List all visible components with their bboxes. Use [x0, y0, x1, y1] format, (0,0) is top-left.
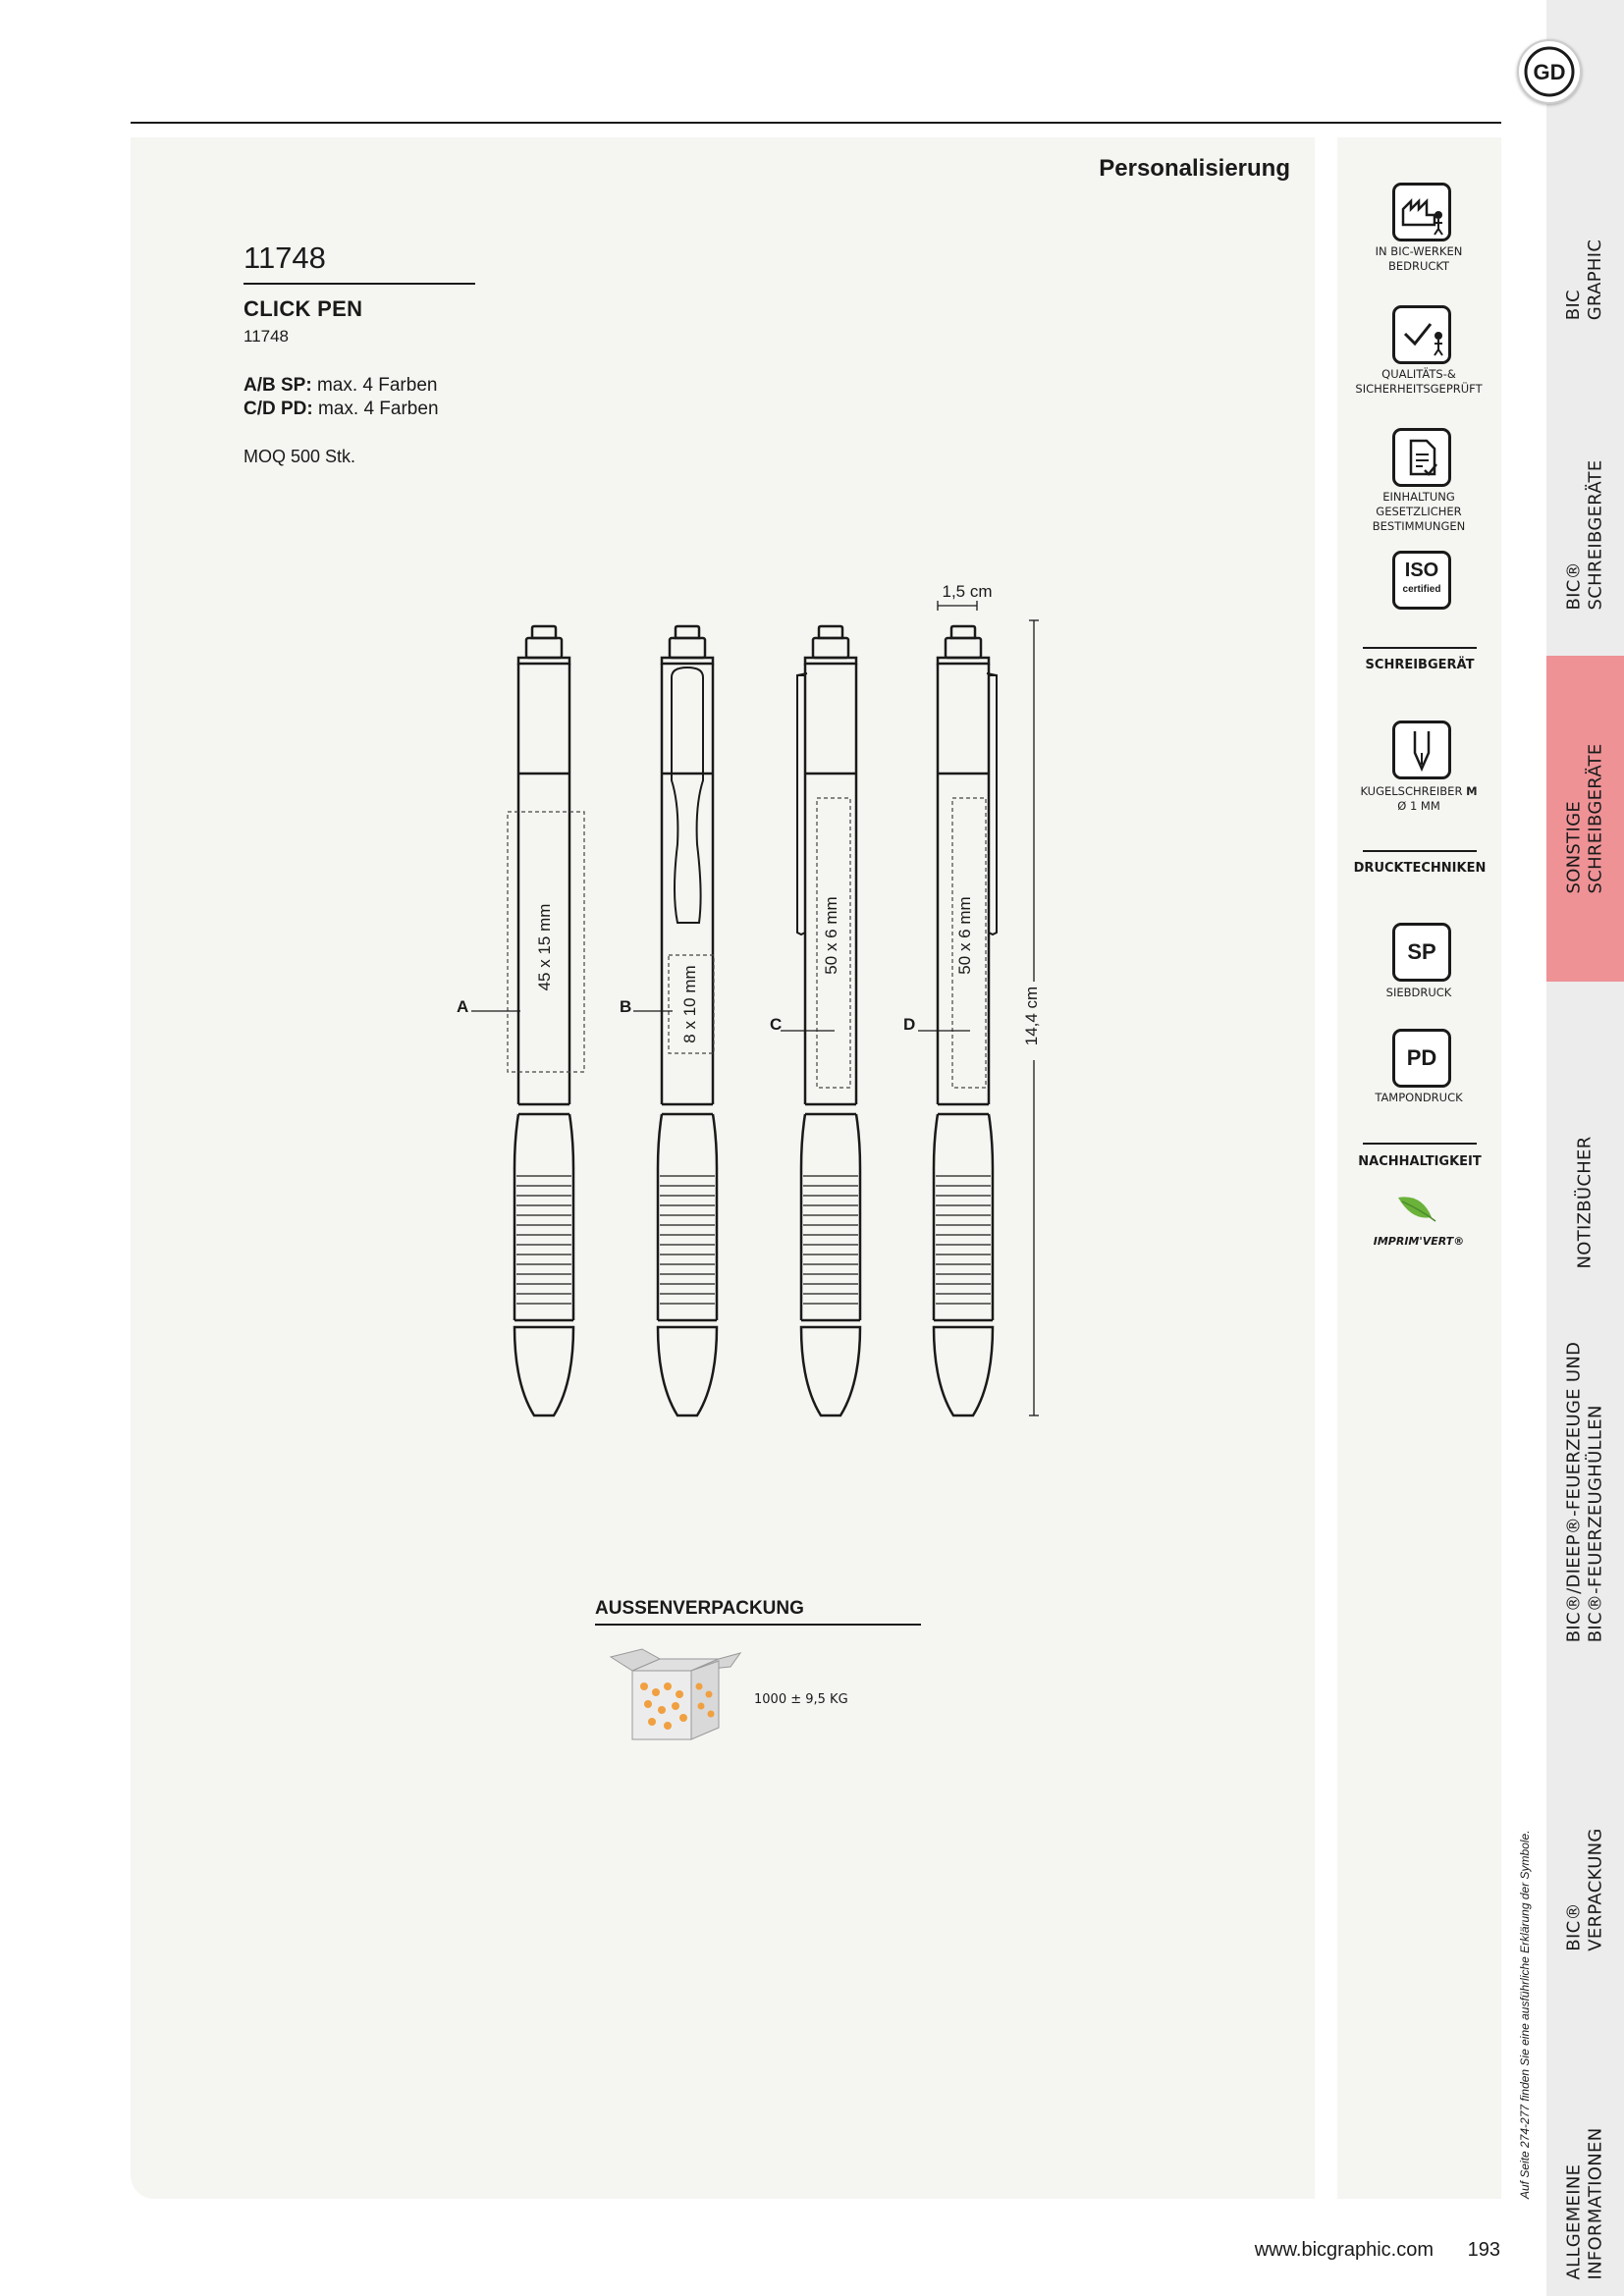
tab-label	[1564, 743, 1607, 893]
product-subnumber: 11748	[244, 327, 290, 346]
spec-line-ab	[244, 375, 437, 397]
gd-logo	[1517, 39, 1582, 104]
tab-allgemeine-informationen[interactable]	[1546, 2110, 1624, 2296]
pen-a-outline	[514, 626, 573, 1415]
footer-url[interactable]: www.bicgraphic.com	[1254, 2239, 1434, 2261]
icon-separator	[1363, 647, 1477, 649]
pen-label-b: B	[620, 997, 632, 1016]
tab-line2: SCHREIBGERÄTE	[1585, 459, 1606, 611]
area-dim-d: 50 x 6 mm	[955, 896, 974, 975]
area-dim-b: 8 x 10 mm	[680, 965, 699, 1043]
tab-bic-schreibgeraete[interactable]	[1546, 412, 1624, 658]
factory-caption: IN BIC-WERKEN BEDRUCKT	[1375, 244, 1463, 273]
product-name: CLICK PEN	[244, 296, 363, 321]
moq: MOQ 500 Stk.	[244, 447, 356, 466]
tab-label	[1564, 2127, 1607, 2279]
quality-caption: QUALITÄTS-& SICHERHEITSGEPRÜFT	[1355, 367, 1483, 396]
tab-label	[1575, 1136, 1597, 1268]
tab-line2: VERPACKUNG	[1585, 1828, 1606, 1951]
imprim-vert-label: IMPRIM'VERT®	[1373, 1235, 1465, 1248]
tab-line2: SCHREIBGERÄTE	[1585, 743, 1606, 894]
product-number: 11748	[244, 240, 326, 275]
grip-rings	[516, 1176, 571, 1304]
svg-text:GD: GD	[1533, 60, 1566, 84]
sp-caption: SIEBDRUCK	[1385, 986, 1452, 999]
iso-certified-icon	[1392, 551, 1451, 610]
pen-label-d: D	[903, 1015, 916, 1034]
iso-text: ISO	[1404, 560, 1439, 581]
carton-box-icon	[603, 1647, 750, 1745]
tab-line1: BIC®	[1563, 561, 1585, 611]
ballpoint-size: M	[1466, 784, 1478, 798]
tab-line1: SONSTIGE	[1563, 801, 1585, 894]
packaging-rule	[595, 1624, 921, 1626]
tab-sonstige-schreibgeraete[interactable]	[1546, 656, 1624, 982]
sp-text: SP	[1407, 939, 1436, 964]
top-rule	[131, 122, 1501, 124]
width-dimension: 1,5 cm	[942, 582, 993, 601]
tab-line1: BIC	[1563, 290, 1585, 321]
product-rule	[244, 283, 475, 285]
section-title: Personalisierung	[1099, 155, 1290, 182]
tab-line1: BIC®	[1563, 1902, 1585, 1951]
tab-bic-verpackung[interactable]	[1546, 1806, 1624, 1973]
pen-label-a: A	[457, 997, 469, 1016]
screen-print-icon	[1392, 923, 1451, 982]
document-check-icon	[1392, 428, 1451, 487]
section-writing: SCHREIBGERÄT	[1365, 658, 1475, 672]
spec-line-cd	[244, 399, 439, 420]
pd-text: PD	[1406, 1045, 1437, 1070]
symbol-note: Auf Seite 274-277 finden Sie eine ausführliche Erklärung der Symbole.	[1518, 1830, 1532, 2199]
tab-label	[1564, 240, 1607, 320]
pd-caption: TAMPONDRUCK	[1375, 1091, 1463, 1104]
section-print: DRUCKTECHNIKEN	[1353, 861, 1487, 876]
spec-value-cd: max. 4 Farben	[312, 399, 439, 419]
tab-label	[1564, 459, 1607, 610]
legal-caption: EINHALTUNG GESETZLICHER BESTIMMUNGEN	[1372, 490, 1466, 533]
spec-label-cd: C/D PD:	[244, 399, 313, 419]
tab-line2: BIC®-FEUERZEUGHÜLLEN	[1585, 1405, 1606, 1643]
tab-line1: ALLGEMEINE	[1563, 2163, 1585, 2279]
pen-label-c: C	[770, 1015, 783, 1034]
tab-line2: INFORMATIONEN	[1585, 2127, 1606, 2279]
ballpoint-icon	[1392, 721, 1451, 779]
packaging-quantity: 1000 ± 9,5 KG	[754, 1692, 848, 1707]
factory-icon	[1392, 183, 1451, 241]
area-dim-a: 45 x 15 mm	[535, 903, 554, 991]
spec-label-ab: A/B SP:	[244, 375, 312, 396]
pad-print-icon	[1392, 1029, 1451, 1088]
area-dim-c: 50 x 6 mm	[822, 896, 840, 975]
tab-notizbuecher[interactable]	[1546, 1080, 1624, 1325]
tab-bic-graphic[interactable]	[1546, 147, 1624, 412]
tab-line2: GRAPHIC	[1585, 239, 1606, 321]
icon-separator	[1363, 1143, 1477, 1145]
ballpoint-caption	[1355, 784, 1483, 814]
tab-line1: BIC®/DIEEP®-FEUERZEUGE UND	[1563, 1341, 1585, 1643]
pen-d-outline	[934, 626, 997, 1415]
spec-value-ab: max. 4 Farben	[311, 375, 438, 396]
pen-drawings	[432, 569, 1060, 1433]
tab-line1: NOTIZBÜCHER	[1574, 1136, 1596, 1269]
tab-label	[1564, 1828, 1607, 1950]
height-dimension: 14,4 cm	[1022, 986, 1041, 1046]
section-eco: NACHHALTIGKEIT	[1358, 1154, 1482, 1169]
ballpoint-label: KUGELSCHREIBER	[1360, 784, 1463, 798]
packaging-title: AUSSENVERPACKUNG	[595, 1598, 804, 1619]
icon-separator	[1363, 850, 1477, 852]
page-number: 193	[1467, 2239, 1500, 2261]
check-quality-icon	[1392, 305, 1451, 364]
tab-label	[1564, 1342, 1607, 1643]
iso-certified-text: certified	[1402, 584, 1441, 595]
tab-feuerzeuge[interactable]	[1546, 1341, 1624, 1643]
pen-outlines	[514, 626, 573, 1415]
ballpoint-diameter: Ø 1 MM	[1397, 799, 1440, 813]
leaf-icon	[1392, 1192, 1445, 1231]
